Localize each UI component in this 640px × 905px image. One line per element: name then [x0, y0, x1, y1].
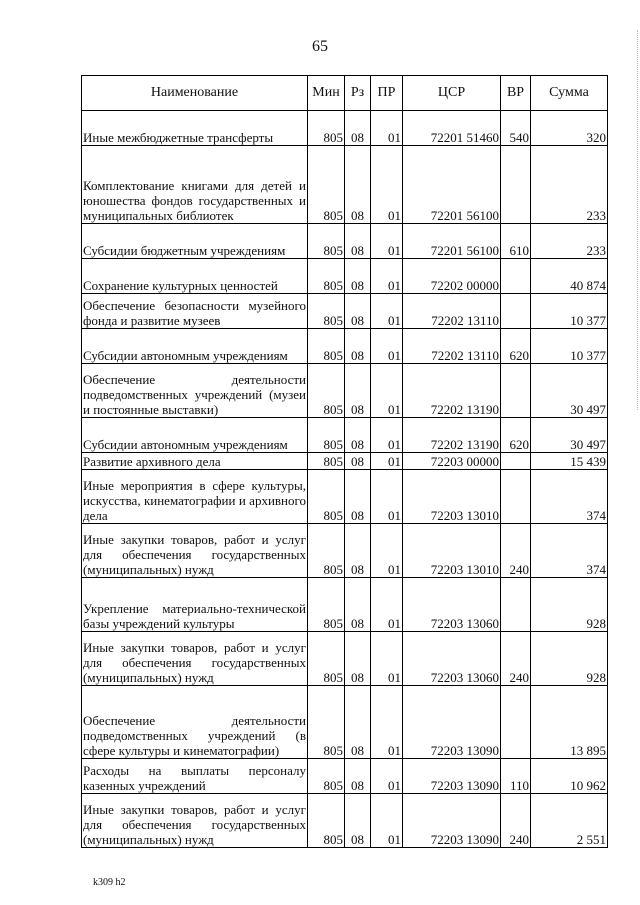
cell-sum: 374 — [531, 470, 608, 524]
table-row — [82, 329, 608, 364]
cell-csr: 72203 13060 — [403, 632, 501, 686]
cell-name: Иные закупки товаров, работ и услуг для обеспечения государственных (муниципальных) нужд — [82, 632, 308, 686]
cell-sum: 15 439 — [531, 453, 608, 470]
cell-min: 805 — [308, 418, 345, 453]
cell-min: 805 — [308, 294, 345, 329]
cell-csr: 72202 13110 — [403, 294, 501, 329]
cell-csr: 72203 13090 — [403, 759, 501, 794]
cell-sum: 10 377 — [531, 329, 608, 364]
cell-rz: 08 — [345, 470, 371, 524]
cell-name: Расходы на выплаты персоналу казенных учреждений — [82, 759, 308, 794]
cell-min: 805 — [308, 364, 345, 418]
cell-sum: 928 — [531, 632, 608, 686]
cell-rz: 08 — [345, 524, 371, 578]
cell-rz: 08 — [345, 146, 371, 224]
cell-name: Обеспечение деятельности подведомственных учреждений (в сфере культуры и кинематографии) — [82, 686, 308, 759]
cell-pr: 01 — [371, 418, 403, 453]
page-number: 65 — [312, 38, 328, 55]
table-body — [82, 111, 608, 848]
table-row — [82, 524, 608, 578]
cell-vr: 540 — [501, 111, 531, 146]
cell-min: 805 — [308, 794, 345, 848]
cell-csr: 72203 13060 — [403, 578, 501, 632]
cell-sum: 374 — [531, 524, 608, 578]
cell-name: Укрепление материально-технической базы учреждений культуры — [82, 578, 308, 632]
cell-pr: 01 — [371, 364, 403, 418]
cell-name: Развитие архивного дела — [82, 453, 308, 470]
cell-pr: 01 — [371, 578, 403, 632]
cell-min: 805 — [308, 686, 345, 759]
cell-vr: 620 — [501, 418, 531, 453]
cell-name: Субсидии бюджетным учреждениям — [82, 224, 308, 259]
cell-vr — [501, 364, 531, 418]
cell-csr: 72201 51460 — [403, 111, 501, 146]
cell-pr: 01 — [371, 686, 403, 759]
cell-sum: 928 — [531, 578, 608, 632]
cell-sum: 30 497 — [531, 418, 608, 453]
cell-csr: 72201 56100 — [403, 146, 501, 224]
table-row — [82, 259, 608, 294]
cell-rz: 08 — [345, 794, 371, 848]
header-pr: ПР — [371, 76, 403, 111]
cell-csr: 72203 13090 — [403, 794, 501, 848]
cell-rz: 08 — [345, 453, 371, 470]
table-row — [82, 224, 608, 259]
cell-sum: 2 551 — [531, 794, 608, 848]
cell-csr: 72202 13190 — [403, 364, 501, 418]
cell-pr: 01 — [371, 470, 403, 524]
budget-table — [81, 75, 608, 848]
cell-pr: 01 — [371, 294, 403, 329]
scan-edge-marks — [635, 30, 638, 410]
cell-rz: 08 — [345, 224, 371, 259]
cell-min: 805 — [308, 632, 345, 686]
cell-sum: 30 497 — [531, 364, 608, 418]
cell-rz: 08 — [345, 418, 371, 453]
cell-name: Субсидии автономным учреждениям — [82, 418, 308, 453]
cell-vr: 240 — [501, 632, 531, 686]
cell-rz: 08 — [345, 578, 371, 632]
header-sum: Сумма — [531, 76, 608, 111]
cell-csr: 72203 13090 — [403, 686, 501, 759]
cell-sum: 233 — [531, 224, 608, 259]
cell-name: Обеспечение безопасности музейного фонда и развитие музеев — [82, 294, 308, 329]
cell-vr — [501, 294, 531, 329]
table-row — [82, 418, 608, 453]
cell-rz: 08 — [345, 632, 371, 686]
cell-vr — [501, 686, 531, 759]
cell-csr: 72203 13010 — [403, 470, 501, 524]
cell-csr: 72202 00000 — [403, 259, 501, 294]
header-csr: ЦСР — [403, 76, 501, 111]
cell-vr: 620 — [501, 329, 531, 364]
cell-vr: 240 — [501, 524, 531, 578]
cell-name: Иные межбюджетные трансферты — [82, 111, 308, 146]
cell-name: Сохранение культурных ценностей — [82, 259, 308, 294]
cell-csr: 72202 13190 — [403, 418, 501, 453]
table-row — [82, 294, 608, 329]
cell-csr: 72203 00000 — [403, 453, 501, 470]
cell-csr: 72202 13110 — [403, 329, 501, 364]
cell-pr: 01 — [371, 329, 403, 364]
cell-rz: 08 — [345, 364, 371, 418]
cell-rz: 08 — [345, 294, 371, 329]
table-row — [82, 146, 608, 224]
table-row — [82, 470, 608, 524]
cell-pr: 01 — [371, 224, 403, 259]
cell-min: 805 — [308, 329, 345, 364]
cell-name: Субсидии автономным учреждениям — [82, 329, 308, 364]
cell-min: 805 — [308, 259, 345, 294]
table-row — [82, 453, 608, 470]
table-row — [82, 364, 608, 418]
cell-pr: 01 — [371, 759, 403, 794]
cell-sum: 320 — [531, 111, 608, 146]
cell-name: Обеспечение деятельности подведомственных учреждений (музеи и постоянные выставки) — [82, 364, 308, 418]
cell-vr: 110 — [501, 759, 531, 794]
cell-rz: 08 — [345, 329, 371, 364]
cell-min: 805 — [308, 453, 345, 470]
cell-vr — [501, 578, 531, 632]
header-rz: Рз — [345, 76, 371, 111]
cell-min: 805 — [308, 224, 345, 259]
header-min: Мин — [308, 76, 345, 111]
cell-rz: 08 — [345, 686, 371, 759]
cell-min: 805 — [308, 524, 345, 578]
cell-rz: 08 — [345, 111, 371, 146]
cell-vr — [501, 453, 531, 470]
cell-min: 805 — [308, 146, 345, 224]
cell-vr — [501, 259, 531, 294]
cell-vr: 610 — [501, 224, 531, 259]
cell-pr: 01 — [371, 524, 403, 578]
cell-vr — [501, 146, 531, 224]
cell-min: 805 — [308, 759, 345, 794]
cell-vr — [501, 470, 531, 524]
table-row — [82, 111, 608, 146]
table-row — [82, 794, 608, 848]
header-vr: ВР — [501, 76, 531, 111]
cell-sum: 40 874 — [531, 259, 608, 294]
cell-csr: 72203 13010 — [403, 524, 501, 578]
cell-rz: 08 — [345, 759, 371, 794]
table-row — [82, 632, 608, 686]
cell-pr: 01 — [371, 453, 403, 470]
cell-vr: 240 — [501, 794, 531, 848]
footer-code: k309 h2 — [93, 877, 126, 888]
cell-sum: 10 377 — [531, 294, 608, 329]
cell-pr: 01 — [371, 111, 403, 146]
cell-pr: 01 — [371, 794, 403, 848]
cell-sum: 233 — [531, 146, 608, 224]
cell-name: Иные мероприятия в сфере культуры, искусства, кинематографии и архивного дела — [82, 470, 308, 524]
cell-pr: 01 — [371, 259, 403, 294]
header-name: Наименование — [82, 76, 308, 111]
table-row — [82, 578, 608, 632]
header-row — [82, 76, 608, 111]
cell-name: Иные закупки товаров, работ и услуг для обеспечения государственных (муниципальных) нужд — [82, 524, 308, 578]
cell-rz: 08 — [345, 259, 371, 294]
cell-min: 805 — [308, 470, 345, 524]
cell-min: 805 — [308, 111, 345, 146]
cell-sum: 10 962 — [531, 759, 608, 794]
cell-name: Иные закупки товаров, работ и услуг для обеспечения государственных (муниципальных) нужд — [82, 794, 308, 848]
cell-sum: 13 895 — [531, 686, 608, 759]
cell-csr: 72201 56100 — [403, 224, 501, 259]
table-row — [82, 759, 608, 794]
cell-min: 805 — [308, 578, 345, 632]
cell-pr: 01 — [371, 632, 403, 686]
cell-pr: 01 — [371, 146, 403, 224]
cell-name: Комплектование книгами для детей и юношества фондов государственных и муниципальных библиотек — [82, 146, 308, 224]
table-row — [82, 686, 608, 759]
